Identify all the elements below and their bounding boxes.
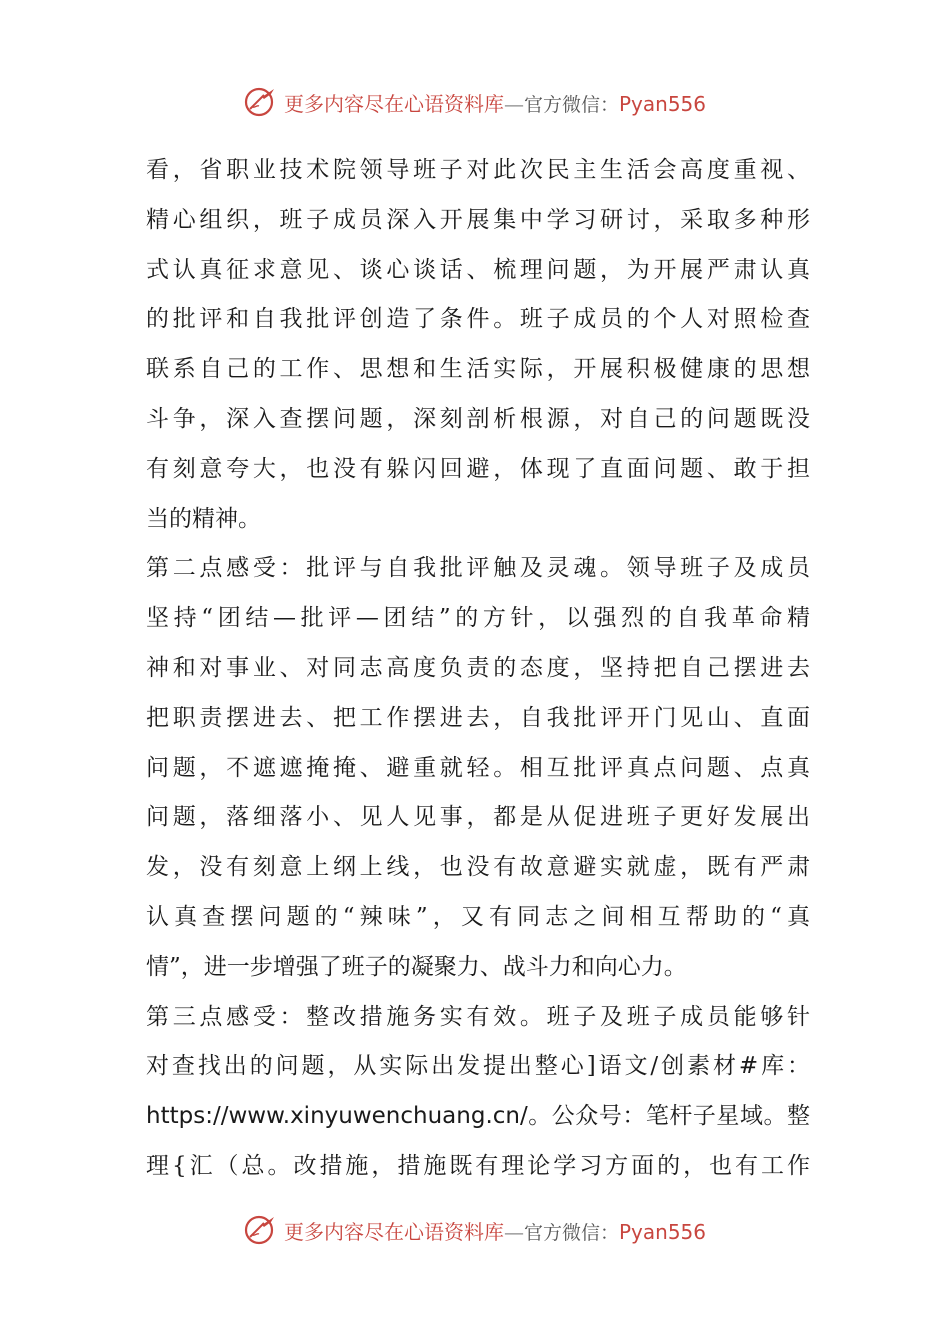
banner-wechat-id: Pyan556 — [619, 1219, 707, 1244]
body-line: 坚持“团结—批评—团结”的方针，以强烈的自我革命精 — [146, 605, 810, 632]
body-line: 斗争，深入查摆问题，深刻剖析根源，对自己的问题既没 — [146, 405, 810, 432]
body-line: 认真查摆问题的“辣味”，又有同志之间相互帮助的“真 — [146, 903, 810, 930]
banner-title: 更多内容尽在心语资料库 — [283, 1219, 504, 1244]
banner-wechat-label: 官方微信： — [523, 93, 619, 116]
body-line: 把职责摆进去、把工作摆进去，自我批评开门见山、直面 — [146, 704, 810, 731]
banner-text — [284, 88, 706, 117]
body-line: 当的精神。 — [146, 505, 261, 532]
banner-separator: — — [503, 91, 524, 116]
body-line: 联系自己的工作、思想和生活实际，开展积极健康的思想 — [146, 356, 810, 383]
body-line: 对查找出的问题，从实际出发提出整心]语文/创素材#库： — [146, 1053, 810, 1080]
body-line: 神和对事业、对同志高度负责的态度，坚持把自己摆进去 — [146, 654, 810, 681]
body-line: 发，没有刻意上纲上线，也没有故意避实就虚，既有严肃 — [146, 854, 810, 881]
pen-logo-icon — [244, 1213, 278, 1247]
document-body — [146, 146, 810, 1192]
banner-wechat-label: 官方微信： — [523, 1221, 619, 1244]
body-line: 理{汇（总。改措施，措施既有理论学习方面的，也有工作 — [146, 1152, 810, 1179]
banner-title: 更多内容尽在心语资料库 — [283, 91, 504, 116]
banner-wechat-id: Pyan556 — [619, 91, 707, 116]
body-line: 的批评和自我批评创造了条件。班子成员的个人对照检查 — [146, 306, 810, 333]
body-line-url[interactable]: https://www.xinyuwenchuang.cn/。公众号：笔杆子星域。整 — [146, 1103, 810, 1130]
banner-text — [284, 1216, 706, 1245]
banner-separator: — — [503, 1219, 524, 1244]
body-line: 有刻意夸大，也没有躲闪回避，体现了直面问题、敢于担 — [146, 455, 810, 482]
footer-banner — [0, 1210, 950, 1250]
body-line: 情”，进一步增强了班子的凝聚力、战斗力和向心力。 — [146, 953, 687, 980]
body-line: 问题，不遮遮掩掩、避重就轻。相互批评真点问题、点真 — [146, 754, 810, 781]
pen-logo-icon — [244, 85, 278, 119]
body-line: 精心组织，班子成员深入开展集中学习研讨，采取多种形 — [146, 206, 810, 233]
body-line: 第三点感受：整改措施务实有效。班子及班子成员能够针 — [146, 1003, 810, 1030]
body-line: 问题，落细落小、见人见事，都是从促进班子更好发展出 — [146, 804, 810, 831]
header-banner — [0, 82, 950, 122]
body-line: 式认真征求意见、谈心谈话、梳理问题，为开展严肃认真 — [146, 256, 810, 283]
body-line: 第二点感受：批评与自我批评触及灵魂。领导班子及成员 — [146, 555, 810, 582]
body-line: 看，省职业技术院领导班子对此次民主生活会高度重视、 — [146, 157, 810, 183]
